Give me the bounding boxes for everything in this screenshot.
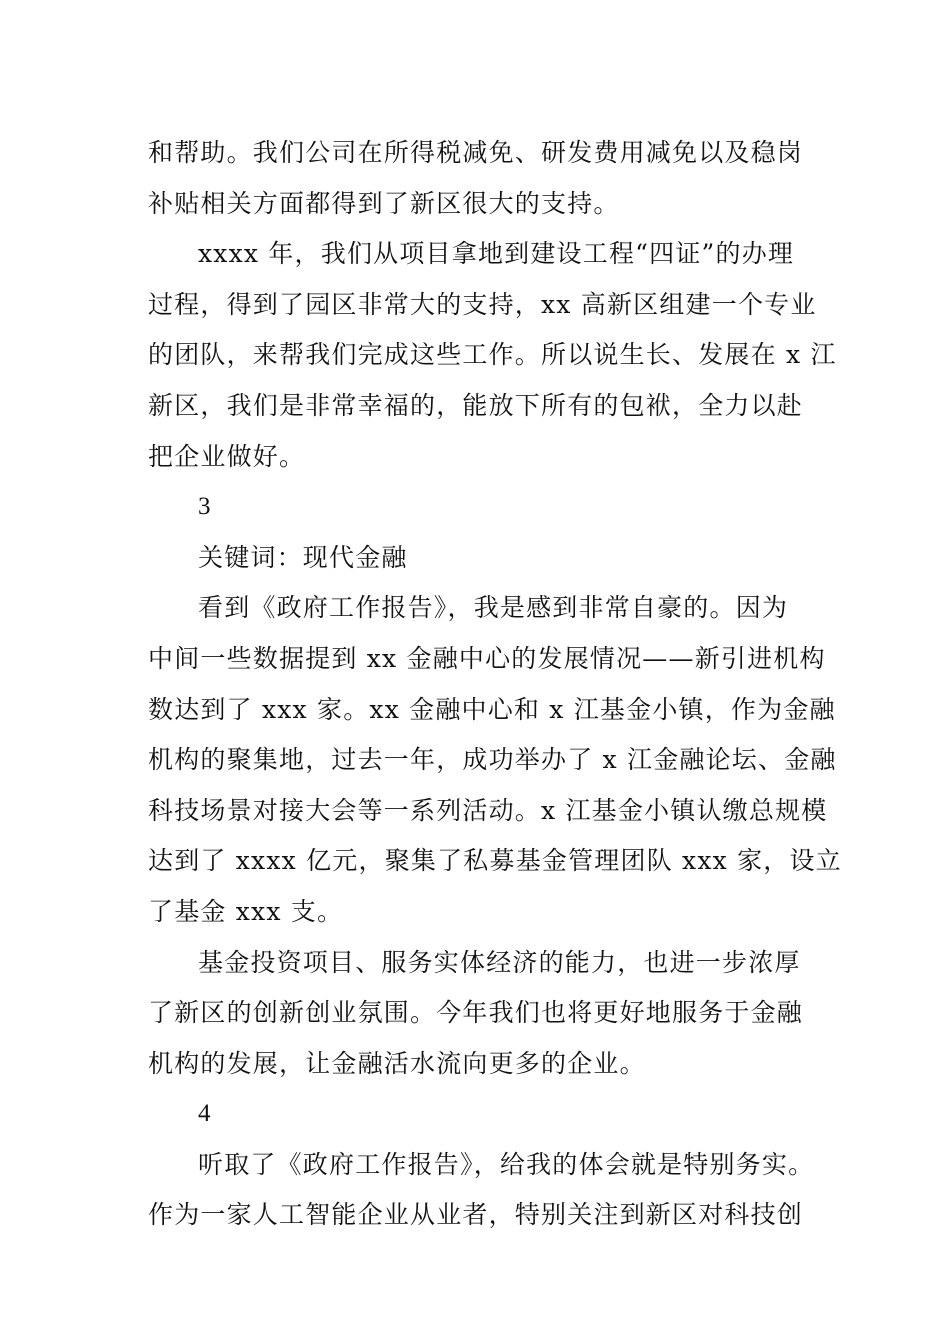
text-line: 补贴相关方面都得到了新区很大的支持。 (148, 188, 620, 218)
text-line: 机构的聚集地，过去一年，成功举办了 x 江金融论坛、金融 (148, 745, 837, 775)
section-number (148, 1089, 828, 1140)
paragraph-keyword (148, 533, 828, 584)
text-line: 作为一家人工智能企业从业者，特别关注到新区对科技创 (148, 1200, 804, 1230)
text-line: 科技场景对接大会等一系列活动。x 江基金小镇认缴总规模 (148, 795, 828, 825)
paragraph-fund-investment (148, 938, 828, 1090)
section-number-text: 4 (198, 1100, 211, 1128)
text-line: 新区，我们是非常幸福的，能放下所有的包袱，全力以赴 (148, 390, 804, 420)
text-line: 看到《政府工作报告》，我是感到非常自豪的。因为 (198, 593, 789, 623)
paragraph-ai-enterprise (148, 1140, 828, 1241)
document-page (148, 128, 842, 1241)
paragraph-support (148, 128, 828, 229)
text-line: 中间一些数据提到 xx 金融中心的发展情况——新引进机构 (148, 643, 826, 673)
text-line: 了新区的创新创业氛围。今年我们也将更好地服务于金融 (148, 998, 804, 1028)
section-number (148, 482, 828, 533)
text-line: 和帮助。我们公司在所得税减免、研发费用减免以及稳岗 (148, 138, 804, 167)
text-line: 基金投资项目、服务实体经济的能力，也进一步浓厚 (198, 947, 801, 977)
text-line: 过程，得到了园区非常大的支持，xx 高新区组建一个专业 (148, 289, 817, 319)
text-line: 把企业做好。 (148, 441, 306, 471)
keyword-line: 关键词：现代金融 (198, 542, 408, 572)
text-line: 的团队，来帮我们完成这些工作。所以说生长、发展在 x 江 (148, 340, 837, 370)
text-line: 了基金 xxx 支。 (148, 896, 344, 926)
text-line: xxxx 年，我们从项目拿地到建设工程“四证”的办理 (198, 239, 795, 269)
text-line: 听取了《政府工作报告》，给我的体会就是特别务实。 (198, 1149, 815, 1179)
paragraph-finance (148, 583, 842, 937)
paragraph-construction (148, 229, 837, 482)
section-number-text: 3 (198, 493, 211, 521)
text-line: 达到了 xxxx 亿元，聚集了私募基金管理团队 xxx 家，设立 (148, 846, 842, 876)
text-line: 数达到了 xxx 家。xx 金融中心和 x 江基金小镇，作为金融 (148, 694, 836, 724)
text-line: 机构的发展，让金融活水流向更多的企业。 (148, 1048, 646, 1078)
